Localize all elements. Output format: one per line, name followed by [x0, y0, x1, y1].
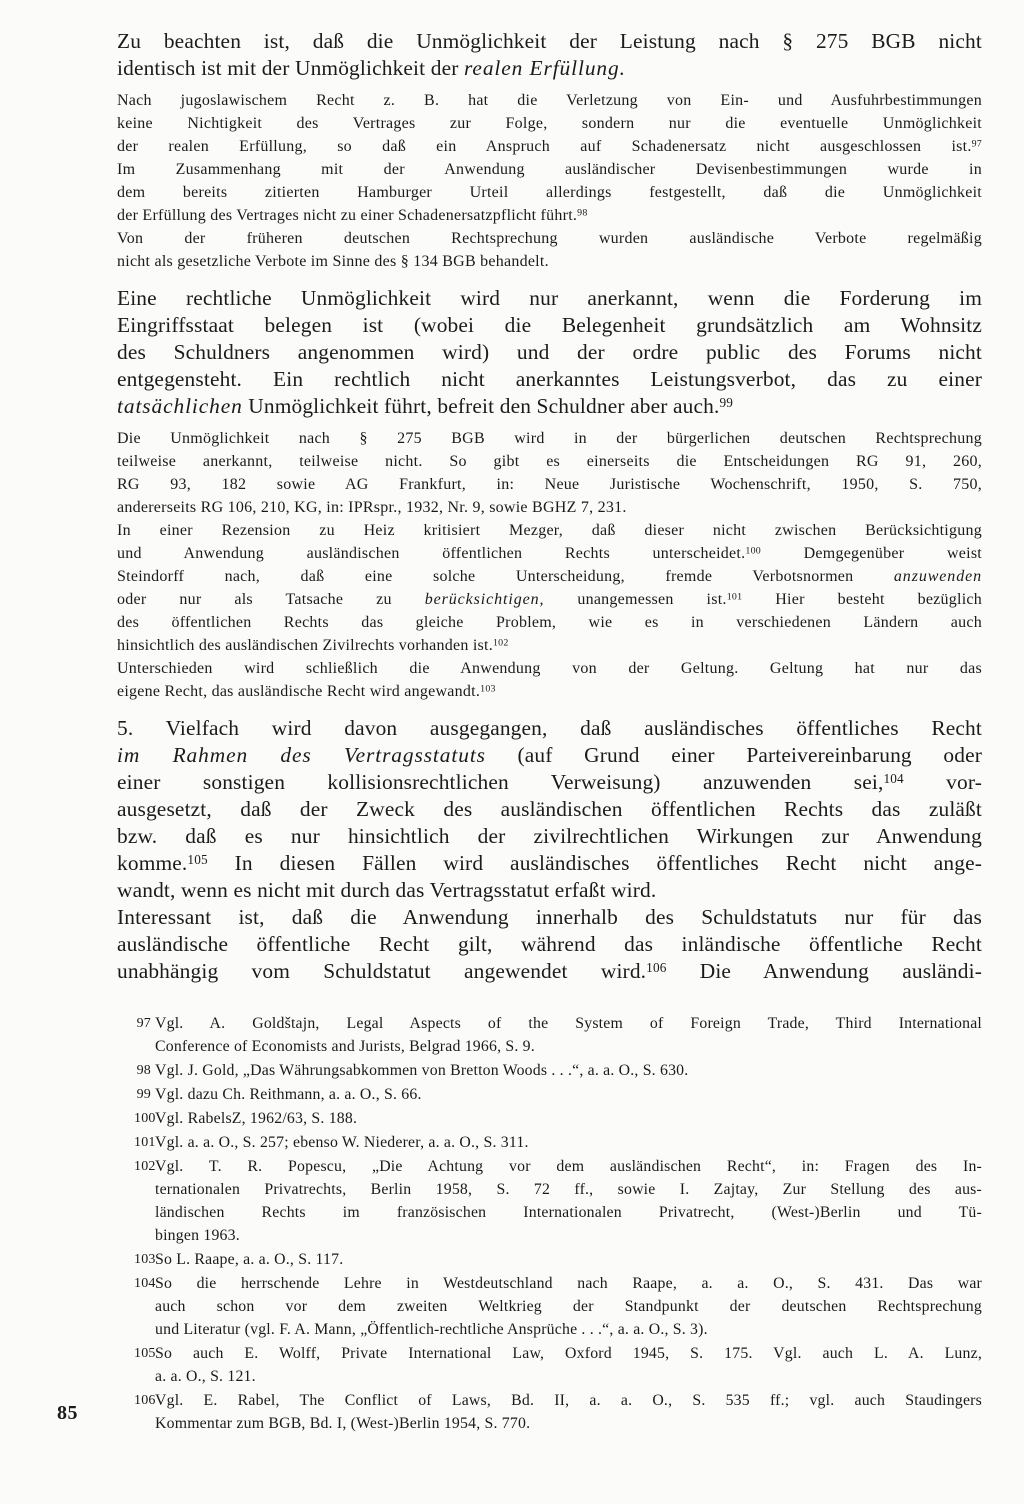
text-line: Nach jugoslawischem Recht z. B. hat die Verletzung von Ein- und Ausfuhrbestimmungen [117, 92, 982, 109]
text-line: In einer Rezension zu Heiz kritisiert Mezger, daß dieser nicht zwischen Berücksichtigung [117, 522, 982, 539]
footnote-text [155, 1155, 982, 1247]
footnote-line: Vgl. A. Goldštajn, Legal Aspects of the System of Foreign Trade, Third International [155, 1015, 982, 1032]
footnote-line: ländischen Rechts im französischen Internationalen Privatrecht, (West-)Berlin und Tü- [155, 1204, 982, 1221]
footnote-number: 99 [136, 1087, 151, 1102]
footnote-text [155, 1131, 982, 1154]
text-line: RG 93, 182 sowie AG Frankfurt, in: Neue Juristische Wochenschrift, 1950, S. 750, [117, 476, 982, 493]
text-line: Steindorff nach, daß eine solche Unterscheidung, fremde Verbotsnormen anzuwenden [117, 568, 982, 585]
page-body [117, 28, 982, 985]
footnote-ref[interactable]: 99 [719, 395, 734, 411]
footnote-number: 104 [134, 1276, 156, 1291]
footnote [134, 1059, 982, 1082]
text-line: Von der früheren deutschen Rechtsprechung wurden ausländische Verbote regelmäßig [117, 230, 982, 247]
text-line: 5. Vielfach wird davon ausgegangen, daß ausländisches öffentliches Recht [117, 716, 982, 740]
note-paragraph-5 [117, 519, 982, 657]
footnote-line: So die herrschende Lehre in Westdeutschland nach Raape, a. a. O., S. 431. Das war [155, 1275, 982, 1292]
footnote-line: bingen 1963. [155, 1227, 240, 1244]
footnotes-section [134, 1012, 982, 1436]
text-line: andererseits RG 106, 210, KG, in: IPRspr., 1932, Nr. 9, sowie BGHZ 7, 231. [117, 499, 627, 516]
footnote [134, 1107, 982, 1130]
footnote-ref[interactable]: 97 [971, 138, 982, 150]
footnote-text [155, 1342, 982, 1388]
emphasis: tatsächlichen [117, 394, 243, 418]
footnote [134, 1012, 982, 1058]
footnote [134, 1248, 982, 1271]
emphasis: berücksichtigen, [424, 591, 545, 608]
text-line: bzw. daß es nur hinsichtlich der zivilrechtlichen Wirkungen zur Anwendung [117, 824, 982, 848]
paragraph-3 [117, 715, 982, 985]
text-line: oder nur als Tatsache zu berücksichtigen, unangemessen ist.$^{101}$ Hier besteht bezüglich [117, 591, 983, 608]
footnote-ref[interactable]: 102 [492, 637, 509, 649]
text-line: entgegensteht. Ein rechtlich nicht anerkanntes Leistungsverbot, das zu einer [117, 367, 982, 391]
footnote-number: 103 [134, 1252, 156, 1267]
text-line: identisch ist mit der Unmöglichkeit der realen Erfüllung. [117, 56, 626, 80]
footnote [134, 1272, 982, 1341]
text-line: Zu beachten ist, daß die Unmöglichkeit der Leistung nach § 275 BGB nicht [117, 29, 982, 53]
footnote-line: Vgl. dazu Ch. Reithmann, a. a. O., S. 66. [155, 1086, 422, 1103]
text-line: der realen Erfüllung, so daß ein Anspruch auf Schadenersatz nicht ausgeschlossen ist.$^{97}$ [117, 138, 982, 155]
text-line: tatsächlichen Unmöglichkeit führt, befreit den Schuldner aber auch.$^{99}$ [117, 394, 734, 418]
text-line: hinsichtlich des ausländischen Zivilrechts vorhanden ist.$^{102}$ [117, 637, 509, 654]
footnote [134, 1342, 982, 1388]
text-line: wandt, wenn es nicht mit durch das Vertragsstatut erfaßt wird. [117, 878, 657, 902]
footnote-ref[interactable]: 101 [726, 591, 743, 603]
footnote-ref[interactable]: 98 [577, 207, 588, 219]
footnote-line: So L. Raape, a. a. O., S. 117. [155, 1251, 344, 1268]
footnote-line: Vgl. a. a. O., S. 257; ebenso W. Niederer, a. a. O., S. 311. [155, 1134, 529, 1151]
footnote-text [155, 1012, 982, 1058]
page-number: 85 [57, 1402, 78, 1424]
footnote-number: 105 [134, 1346, 156, 1361]
note-paragraph-1 [117, 89, 982, 158]
footnote [134, 1083, 982, 1106]
text-line: unabhängig vom Schuldstatut angewendet wird.$^{106}$ Die Anwendung ausländi- [117, 959, 982, 983]
footnote-line: Vgl. E. Rabel, The Conflict of Laws, Bd. II, a. a. O., S. 535 ff.; vgl. auch Staudingers [155, 1392, 982, 1409]
text-line: im Rahmen des Vertragsstatuts (auf Grund einer Parteivereinbarung oder [117, 743, 982, 767]
text-line: der Erfüllung des Vertrages nicht zu einer Schadenersatzpflicht führt.$^{98}$ [117, 207, 588, 224]
footnote-line: Vgl. RabelsZ, 1962/63, S. 188. [155, 1110, 358, 1127]
paragraph-2 [117, 285, 982, 420]
footnote-text [155, 1248, 982, 1271]
emphasis: anzuwenden [893, 568, 982, 585]
footnote-text [155, 1389, 982, 1435]
footnote-line: und Literatur (vgl. F. A. Mann, „Öffentlich-rechtliche Ansprüche . . .“, a. a. O., S. 3). [155, 1321, 708, 1338]
footnote-line: auch schon vor dem zweiten Weltkrieg der Standpunkt der deutschen Rechtsprechung [155, 1298, 982, 1315]
text-line: Im Zusammenhang mit der Anwendung ausländischer Devisenbestimmungen wurde in [117, 161, 982, 178]
note-paragraph-2 [117, 158, 982, 227]
footnote-ref[interactable]: 104 [883, 771, 904, 787]
footnote-number: 106 [134, 1393, 156, 1408]
footnote [134, 1155, 982, 1247]
footnote-text [155, 1272, 982, 1341]
emphasis: im Rahmen des Vertragsstatuts [117, 743, 486, 767]
footnote-line: Vgl. J. Gold, „Das Währungsabkommen von Bretton Woods . . .“, a. a. O., S. 630. [155, 1062, 689, 1079]
footnote-line: Vgl. T. R. Popescu, „Die Achtung vor dem ausländischen Recht“, in: Fragen des In- [155, 1158, 982, 1175]
footnote-number: 97 [136, 1016, 151, 1031]
emphasis: realen Erfüllung. [464, 56, 626, 80]
footnote-number: 100 [134, 1111, 156, 1126]
footnote-text [155, 1107, 982, 1130]
footnote-line: Conference of Economists and Jurists, Belgrad 1966, S. 9. [155, 1038, 535, 1055]
footnote-ref[interactable]: 106 [646, 960, 667, 976]
text-line: Die Unmöglichkeit nach § 275 BGB wird in der bürgerlichen deutschen Rechtsprechung [117, 430, 982, 447]
text-line: des öffentlichen Rechts das gleiche Problem, wie es in verschiedenen Ländern auch [117, 614, 982, 631]
footnote-text [155, 1083, 982, 1106]
text-line: Eingriffsstaat belegen ist (wobei die Belegenheit grundsätzlich am Wohnsitz [117, 313, 982, 337]
text-line: Interessant ist, daß die Anwendung innerhalb des Schuldstatuts nur für das [117, 905, 982, 929]
note-paragraph-3 [117, 227, 982, 273]
text-line: dem bereits zitierten Hamburger Urteil allerdings festgestellt, daß die Unmöglichkeit [117, 184, 982, 201]
footnote-line: So auch E. Wolff, Private International Law, Oxford 1945, S. 175. Vgl. auch L. A. Lunz, [155, 1345, 982, 1362]
footnote-ref[interactable]: 103 [480, 683, 496, 695]
text-line: nicht als gesetzliche Verbote im Sinne des § 134 BGB behandelt. [117, 253, 549, 270]
footnote-number: 101 [134, 1135, 156, 1150]
footnote-line: a. a. O., S. 121. [155, 1368, 256, 1385]
footnote-line: Kommentar zum BGB, Bd. I, (West-)Berlin 1954, S. 770. [155, 1415, 531, 1432]
note-paragraph-6 [117, 657, 982, 703]
footnote-text [155, 1059, 982, 1082]
text-line: und Anwendung ausländischen öffentlichen Rechts unterscheidet.$^{100}$ Demgegenüber weist [117, 545, 982, 562]
footnote [134, 1389, 982, 1435]
text-line: ausländische öffentliche Recht gilt, während das inländische öffentliche Recht [117, 932, 982, 956]
footnote-ref[interactable]: 100 [745, 545, 761, 557]
footnote-ref[interactable]: 105 [187, 852, 208, 868]
footnote-number: 102 [134, 1159, 156, 1174]
text-line: keine Nichtigkeit des Vertrages zur Folge, sondern nur die eventuelle Unmöglichkeit [117, 115, 982, 132]
note-paragraph-4 [117, 427, 982, 519]
paragraph-1 [117, 28, 982, 82]
text-line: komme.$^{105}$ In diesen Fällen wird ausländisches öffentliches Recht nicht ange- [117, 851, 982, 875]
footnote [134, 1131, 982, 1154]
text-line: Unterschieden wird schließlich die Anwendung von der Geltung. Geltung hat nur das [117, 660, 982, 677]
footnote-number: 98 [136, 1063, 151, 1078]
text-line: des Schuldners angenommen wird) und der ordre public des Forums nicht [117, 340, 982, 364]
footnote-line: ternationalen Privatrechts, Berlin 1958, S. 72 ff., sowie I. Zajtay, Zur Stellung des aus- [155, 1181, 982, 1198]
text-line: teilweise anerkannt, teilweise nicht. So gibt es einerseits die Entscheidungen RG 91, 260, [117, 453, 982, 470]
text-line: eigene Recht, das ausländische Recht wird angewandt.$^{103}$ [117, 683, 496, 700]
text-line: einer sonstigen kollisionsrechtlichen Verweisung) anzuwenden sei,$^{104}$ vor- [117, 770, 982, 794]
text-line: Eine rechtliche Unmöglichkeit wird nur anerkannt, wenn die Forderung im [117, 286, 982, 310]
text-line: ausgesetzt, daß der Zweck des ausländischen öffentlichen Rechts das zuläßt [117, 797, 982, 821]
